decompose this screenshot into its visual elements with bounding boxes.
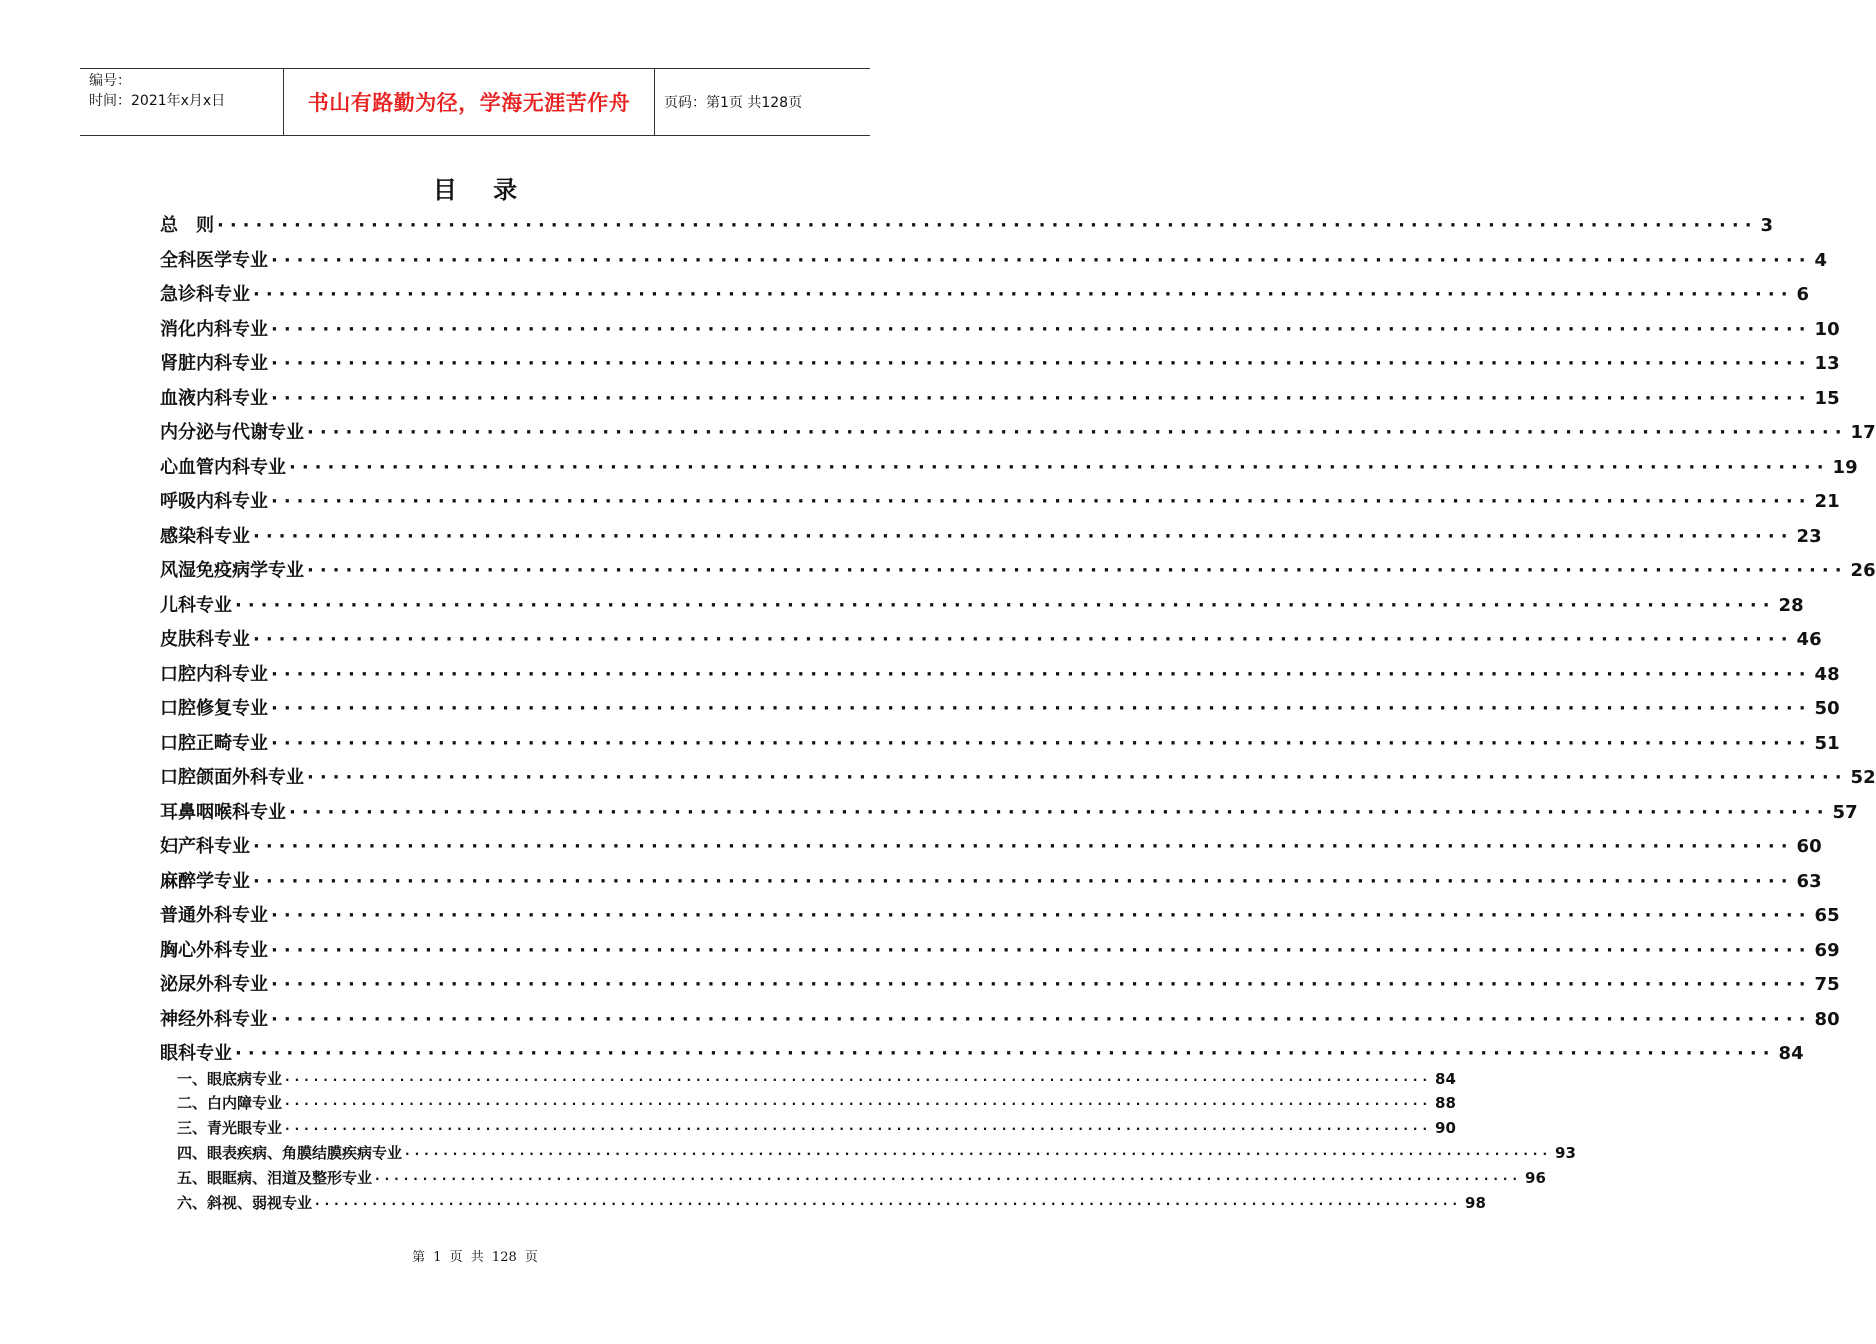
toc-entry-label: 儿科专业 — [160, 594, 232, 616]
toc-entry-label: 风湿免疫病学专业 — [160, 560, 304, 581]
toc-leader-dots: ························································································································ — [271, 249, 1812, 271]
toc-entry[interactable] — [160, 732, 1840, 756]
toc-entry-page: 21 — [1814, 491, 1840, 512]
toc-entry[interactable] — [160, 525, 1822, 549]
toc-entry[interactable] — [160, 594, 1804, 618]
toc-entry-page: 26 — [1850, 560, 1876, 581]
toc-entry[interactable] — [160, 1042, 1804, 1066]
toc-leader-dots: ························································································································ — [285, 1072, 1433, 1087]
toc-subentry-page: 90 — [1435, 1119, 1456, 1138]
toc-entry-page: 69 — [1814, 939, 1840, 961]
toc-entry-label: 口腔内科专业 — [160, 663, 268, 685]
toc-entry-label: 心血管内科专业 — [160, 456, 286, 478]
toc-subentry[interactable] — [177, 1193, 1486, 1214]
toc-entry-page: 48 — [1814, 663, 1840, 685]
page-footer: 第 1 页 共 128 页 — [412, 1250, 538, 1265]
toc-subentry[interactable] — [177, 1143, 1576, 1164]
header-motto: 书山有路勤为径，学海无涯苦作舟 — [283, 69, 655, 135]
toc-leader-dots: ························································································································ — [235, 594, 1776, 616]
toc-entry-label: 口腔正畸专业 — [160, 732, 268, 754]
toc-entry-page: 3 — [1760, 215, 1774, 236]
toc-entry-page: 51 — [1814, 732, 1840, 754]
toc-entry-label: 全科医学专业 — [160, 249, 268, 271]
toc-entry-page: 57 — [1832, 801, 1858, 823]
toc-entry-label: 口腔修复专业 — [160, 698, 268, 719]
toc-entry-page: 65 — [1814, 905, 1840, 926]
toc-leader-dots: ························································································································ — [271, 905, 1812, 926]
document-time-label: 时间：2021年x月x日 — [89, 93, 226, 109]
toc-subentry-label: 二、白内障专业 — [177, 1094, 283, 1113]
toc-leader-dots: ························································································································ — [375, 1171, 1523, 1186]
toc-entry-label: 血液内科专业 — [160, 387, 268, 409]
toc-leader-dots: ························································································································ — [315, 1196, 1463, 1211]
toc-leader-dots: ························································································································ — [253, 284, 1794, 305]
toc-subentry[interactable] — [177, 1069, 1456, 1090]
toc-entry[interactable] — [160, 1008, 1840, 1032]
toc-entry-label: 神经外科专业 — [160, 1008, 268, 1030]
toc-leader-dots: ························································································································ — [307, 560, 1848, 581]
toc-leader-dots: ························································································································ — [271, 663, 1812, 685]
toc-leader-dots: ························································································································ — [217, 215, 1758, 236]
toc-entry-label: 妇产科专业 — [160, 836, 250, 857]
toc-subentry[interactable] — [177, 1118, 1456, 1139]
toc-entry[interactable] — [160, 456, 1858, 480]
toc-subentry-label: 五、眼眶病、泪道及整形专业 — [177, 1168, 373, 1187]
toc-entry[interactable] — [160, 318, 1840, 342]
toc-entry-page: 15 — [1814, 387, 1840, 409]
toc-entry-label: 耳鼻咽喉科专业 — [160, 801, 286, 823]
toc-entry-label: 麻醉学专业 — [160, 870, 250, 892]
toc-entry[interactable] — [160, 283, 1810, 307]
toc-subentry-label: 六、斜视、弱视专业 — [177, 1193, 313, 1212]
toc-leader-dots: ························································································································ — [285, 1122, 1433, 1137]
toc-entry-label: 急诊科专业 — [160, 284, 250, 305]
toc-entry-page: 10 — [1814, 318, 1840, 340]
toc-entry-label: 眼科专业 — [160, 1043, 232, 1064]
toc-entry-page: 6 — [1796, 284, 1810, 305]
toc-entry[interactable] — [160, 663, 1840, 687]
toc-entry[interactable] — [160, 870, 1822, 894]
toc-subentry[interactable] — [177, 1168, 1546, 1189]
toc-leader-dots: ························································································································ — [271, 491, 1812, 512]
toc-subentry-page: 88 — [1435, 1094, 1456, 1113]
toc-entry-page: 50 — [1814, 698, 1840, 719]
toc-leader-dots: ························································································································ — [271, 353, 1812, 374]
toc-leader-dots: ························································································································ — [271, 974, 1812, 995]
toc-leader-dots: ························································································································ — [289, 801, 1830, 823]
toc-entry-label: 呼吸内科专业 — [160, 491, 268, 512]
toc-subentry-label: 三、青光眼专业 — [177, 1119, 283, 1138]
toc-entry[interactable] — [160, 801, 1858, 825]
toc-entry[interactable] — [160, 835, 1822, 859]
toc-entry[interactable] — [160, 387, 1840, 411]
toc-entry[interactable] — [160, 939, 1840, 963]
toc-entry[interactable] — [160, 973, 1840, 997]
toc-entry-label: 泌尿外科专业 — [160, 974, 268, 995]
toc-entry[interactable] — [160, 352, 1840, 376]
toc-entry[interactable] — [160, 249, 1828, 273]
toc-entry-page: 84 — [1778, 1043, 1804, 1064]
toc-entry-label: 内分泌与代谢专业 — [160, 422, 304, 443]
toc-leader-dots: ························································································································ — [253, 525, 1794, 547]
toc-leader-dots: ························································································································ — [307, 422, 1848, 443]
toc-entry-page: 4 — [1814, 249, 1828, 271]
toc-entry-page: 75 — [1814, 974, 1840, 995]
toc-leader-dots: ························································································································ — [271, 698, 1812, 719]
toc-entry-page: 63 — [1796, 870, 1822, 892]
toc-entry-label: 皮肤科专业 — [160, 629, 250, 650]
header-meta — [80, 69, 283, 135]
toc-subentry-label: 一、眼底病专业 — [177, 1069, 283, 1088]
toc-entry-label: 普通外科专业 — [160, 905, 268, 926]
toc-entry-label: 口腔颌面外科专业 — [160, 767, 304, 788]
toc-entry-page: 23 — [1796, 525, 1822, 547]
toc-subentry[interactable] — [177, 1093, 1456, 1114]
toc-leader-dots: ························································································································ — [253, 870, 1794, 892]
toc-entry-label: 肾脏内科专业 — [160, 353, 268, 374]
toc-subentry-page: 98 — [1465, 1193, 1486, 1212]
toc-entry[interactable] — [160, 904, 1840, 928]
toc-entry[interactable] — [160, 766, 1876, 790]
toc-entry-page: 28 — [1778, 594, 1804, 616]
toc-subentry-page: 96 — [1525, 1168, 1546, 1187]
toc-leader-dots: ························································································································ — [307, 767, 1848, 788]
page-header — [80, 68, 870, 136]
toc-entry-page: 17 — [1850, 422, 1876, 443]
toc-leader-dots: ························································································································ — [289, 456, 1830, 478]
toc-leader-dots: ························································································································ — [253, 836, 1794, 857]
toc-leader-dots: ························································································································ — [235, 1043, 1776, 1064]
toc-entry[interactable] — [160, 697, 1840, 721]
toc-leader-dots: ························································································································ — [271, 387, 1812, 409]
toc-title: 目 录 — [432, 176, 532, 204]
toc-entry-page: 13 — [1814, 353, 1840, 374]
toc-leader-dots: ························································································································ — [271, 318, 1812, 340]
toc-leader-dots: ························································································································ — [253, 629, 1794, 650]
toc-entry-page: 60 — [1796, 836, 1822, 857]
toc-subentry-page: 84 — [1435, 1069, 1456, 1088]
header-page-info: 页码：第1页 共128页 — [664, 95, 803, 111]
toc-entry[interactable] — [160, 421, 1876, 445]
toc-leader-dots: ························································································································ — [271, 732, 1812, 754]
toc-leader-dots: ························································································································ — [285, 1097, 1433, 1112]
toc-leader-dots: ························································································································ — [405, 1146, 1553, 1161]
toc-entry-page: 52 — [1850, 767, 1876, 788]
toc-entry[interactable] — [160, 214, 1774, 238]
document-number-label: 编号： — [89, 73, 131, 89]
toc-entry-page: 46 — [1796, 629, 1822, 650]
toc-entry-page: 19 — [1832, 456, 1858, 478]
toc-leader-dots: ························································································································ — [271, 939, 1812, 961]
toc-entry[interactable] — [160, 628, 1822, 652]
toc-subentry-label: 四、眼表疾病、角膜结膜疾病专业 — [177, 1143, 403, 1162]
toc-entry-label: 总 则 — [160, 215, 214, 236]
toc-entry-label: 胸心外科专业 — [160, 939, 268, 961]
toc-entry[interactable] — [160, 490, 1840, 514]
toc-entry-label: 感染科专业 — [160, 525, 250, 547]
toc-leader-dots: ························································································································ — [271, 1008, 1812, 1030]
toc-entry-page: 80 — [1814, 1008, 1840, 1030]
toc-entry-label: 消化内科专业 — [160, 318, 268, 340]
toc-entry[interactable] — [160, 559, 1876, 583]
toc-subentry-page: 93 — [1555, 1143, 1576, 1162]
